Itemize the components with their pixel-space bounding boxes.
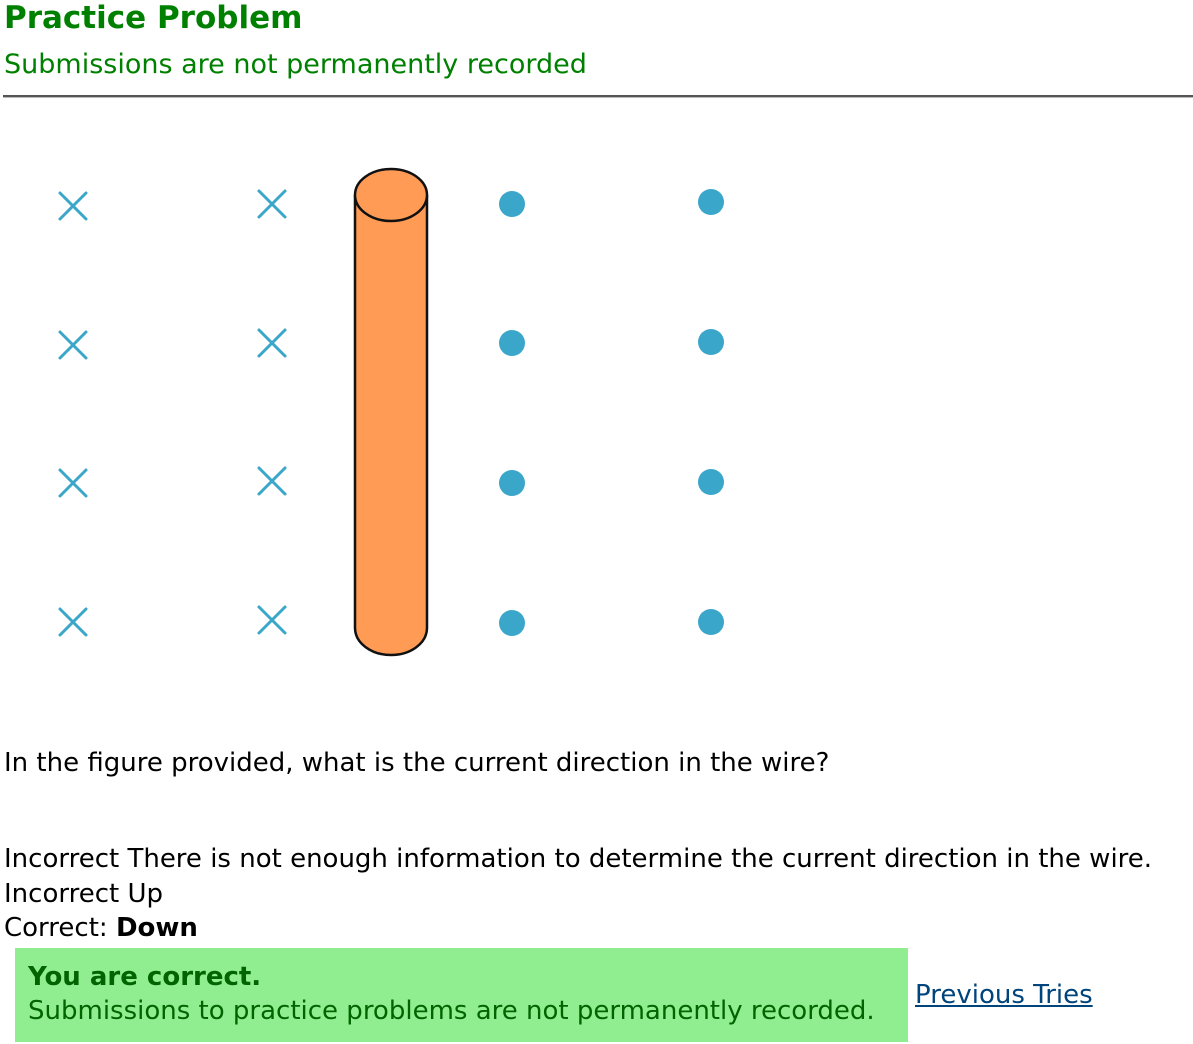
page-title: Practice Problem	[4, 0, 303, 36]
x-marker-icon	[259, 191, 285, 217]
dot-marker-icon	[499, 610, 525, 636]
x-marker-icon	[60, 193, 86, 219]
x-marker-icon	[60, 470, 86, 496]
dot-marker-icon	[698, 329, 724, 355]
magnetic-field-figure	[0, 130, 780, 690]
answer-text: Up	[127, 878, 163, 909]
answer-text: Down	[115, 913, 198, 943]
dot-marker-icon	[499, 470, 525, 496]
feedback-title: You are correct.	[28, 962, 262, 992]
answer-status: Correct:	[4, 913, 108, 943]
page-subtitle: Submissions are not permanently recorded	[4, 49, 587, 80]
x-marker-icon	[259, 330, 285, 356]
question-text: In the figure provided, what is the current direction in the wire?	[4, 748, 830, 778]
answer-history	[4, 842, 1152, 946]
feedback-box	[15, 948, 908, 1042]
answer-text: There is not enough information to determine the current direction in the wire.	[127, 844, 1153, 874]
answer-status: Incorrect	[4, 878, 120, 909]
x-marker-icon	[259, 607, 285, 633]
answer-item	[4, 877, 1152, 912]
previous-tries-link[interactable]: Previous Tries	[915, 980, 1093, 1010]
answer-item	[4, 842, 1152, 877]
field-out-of-page-markers	[499, 189, 724, 636]
dot-marker-icon	[499, 191, 525, 217]
x-marker-icon	[60, 332, 86, 358]
x-marker-icon	[60, 609, 86, 635]
dot-marker-icon	[698, 609, 724, 635]
answer-item	[4, 911, 1152, 946]
dot-marker-icon	[499, 330, 525, 356]
field-into-page-markers	[60, 191, 285, 635]
answer-status: Incorrect	[4, 844, 120, 874]
header-divider	[3, 95, 1193, 98]
feedback-text: Submissions to practice problems are not permanently recorded.	[28, 996, 875, 1026]
dot-marker-icon	[698, 189, 724, 215]
dot-marker-icon	[698, 469, 724, 495]
x-marker-icon	[259, 468, 285, 494]
wire	[355, 169, 427, 655]
